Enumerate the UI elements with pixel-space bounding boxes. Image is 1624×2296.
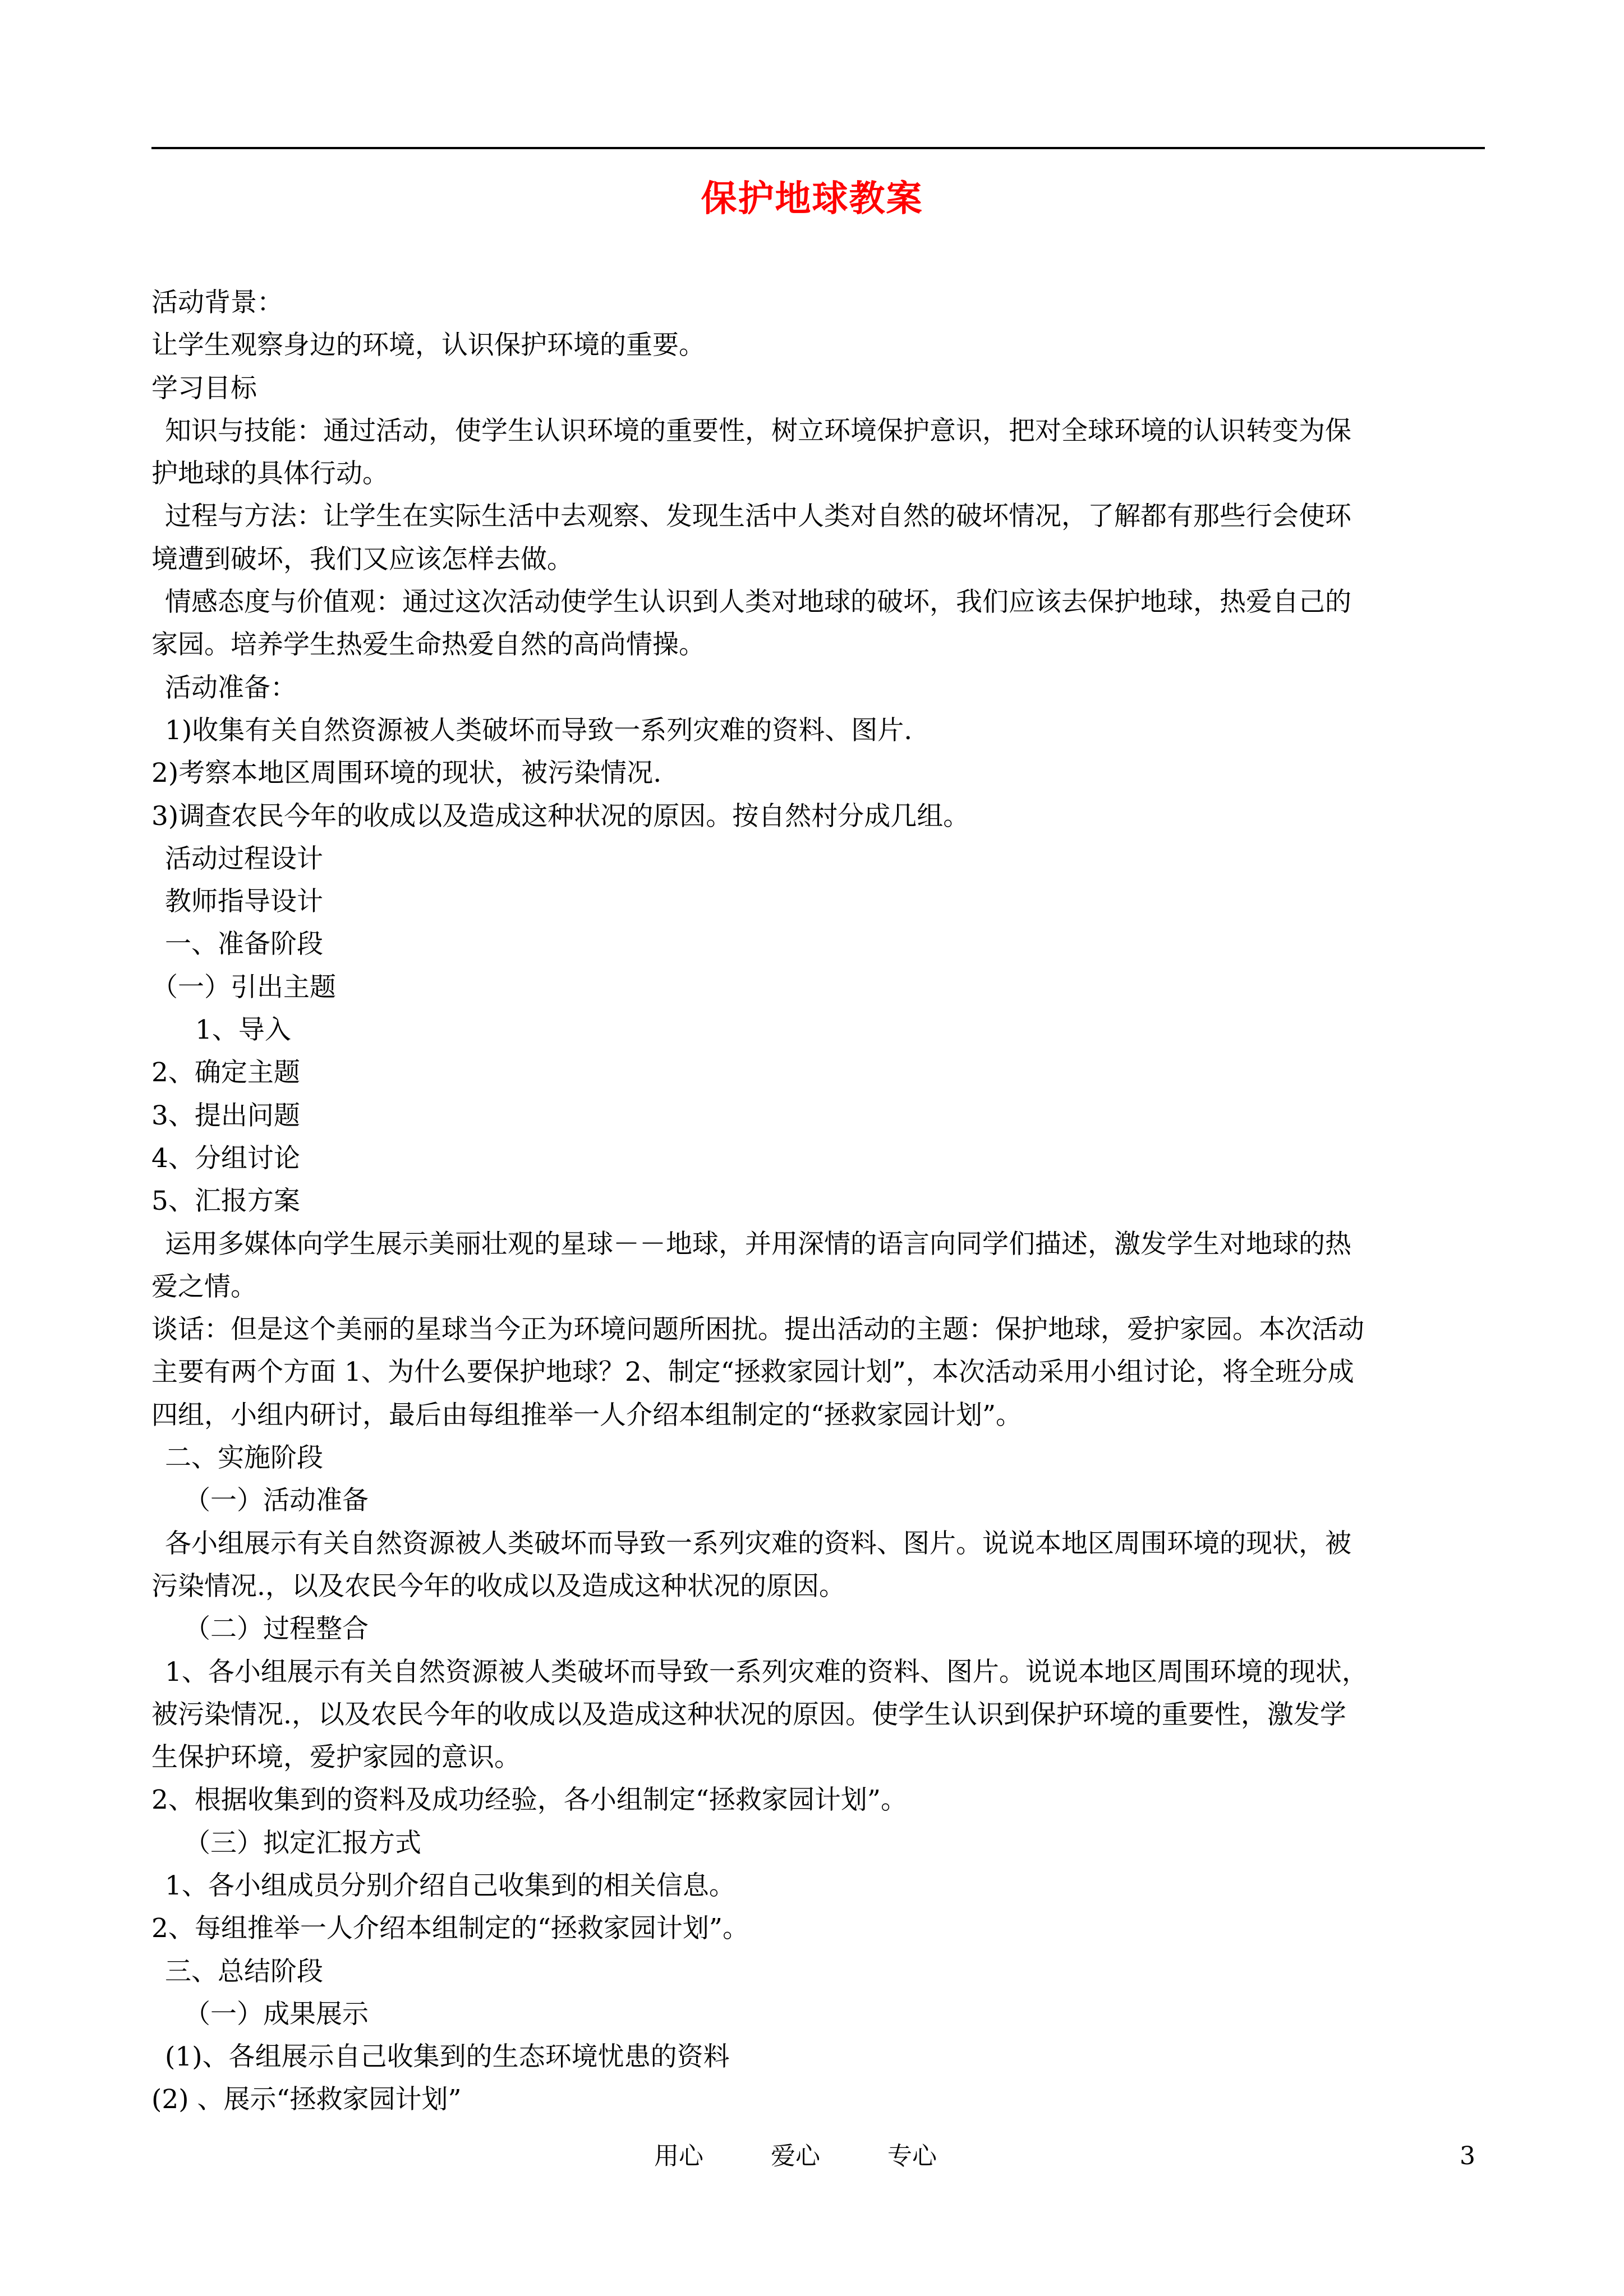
paragraph-line: 境遭到破坏，我们又应该怎样去做。	[151, 543, 573, 575]
paragraph-line: 生保护环境，爱护家园的意识。	[151, 1742, 521, 1773]
paragraph-line: 1、各小组展示有关自然资源被人类破坏而导致一系列灾难的资料、图片。说说本地区周围环境的现状，	[165, 1656, 1368, 1688]
paragraph-line: 各小组展示有关自然资源被人类破坏而导致一系列灾难的资料、图片。说说本地区周围环境的现状，被	[165, 1528, 1351, 1559]
subsection-heading: （一）活动准备	[184, 1485, 369, 1516]
list-item: 2、确定主题	[151, 1057, 300, 1089]
paragraph-line: 过程与方法：让学生在实际生活中去观察、发现生活中人类对自然的破坏情况，了解都有那些行会使环	[165, 501, 1351, 532]
list-item: 5、汇报方案	[151, 1186, 300, 1217]
paragraph-line: 家园。培养学生热爱生命热爱自然的高尚情操。	[151, 629, 705, 661]
footer-slogan-word: 专心	[887, 2142, 937, 2170]
list-item: 3、提出问题	[151, 1100, 300, 1131]
subsection-heading: （三）拟定汇报方式	[184, 1827, 421, 1859]
list-item: (1)、各组展示自己收集到的生态环境忧患的资料	[165, 2041, 730, 2073]
footer-slogan-word: 用心	[654, 2142, 703, 2170]
paragraph-line: 谈话：但是这个美丽的星球当今正为环境问题所困扰。提出活动的主题：保护地球，爱护家园。本次活动	[151, 1314, 1364, 1345]
paragraph-line: 运用多媒体向学生展示美丽壮观的星球－－地球，并用深情的语言向同学们描述，激发学生对地球的热	[165, 1228, 1351, 1260]
section-heading: 一、准备阶段	[165, 929, 323, 960]
paragraph-line: 污染情况.，以及农民今年的收成以及造成这种状况的原因。	[151, 1570, 845, 1602]
list-item: 1)收集有关自然资源被人类破坏而导致一系列灾难的资料、图片.	[165, 714, 913, 746]
footer-slogan	[654, 2140, 1004, 2173]
text-line: 让学生观察身边的环境，认识保护环境的重要。	[151, 330, 705, 361]
paragraph-line: 爱之情。	[151, 1271, 257, 1302]
paragraph-line: 被污染情况.，以及农民今年的收成以及造成这种状况的原因。使学生认识到保护环境的重要性，激发学	[151, 1699, 1346, 1730]
paragraph-line: 四组，小组内研讨，最后由每组推举一人介绍本组制定的“拯救家园计划”。	[151, 1399, 1023, 1431]
list-item: 4、分组讨论	[151, 1142, 300, 1174]
section-heading: 三、总结阶段	[165, 1956, 323, 1987]
paragraph-line: 主要有两个方面 1、为什么要保护地球？2、制定“拯救家园计划”，本次活动采用小组讨论，将全班分成	[151, 1357, 1354, 1388]
subsection-heading: （二）过程整合	[184, 1613, 369, 1645]
page-title: 保护地球教案	[701, 178, 923, 220]
text-line: 活动背景：	[151, 287, 283, 318]
paragraph-line: 情感态度与价值观：通过这次活动使学生认识到人类对地球的破坏，我们应该去保护地球，热爱自己的	[165, 587, 1351, 618]
paragraph-line: 护地球的具体行动。	[151, 458, 389, 490]
subsection-heading: （一）引出主题	[151, 971, 336, 1003]
page-number: 3	[1460, 2142, 1475, 2170]
section-heading: 教师指导设计	[165, 886, 323, 918]
subsection-heading: （一）成果展示	[184, 1998, 369, 2030]
paragraph-line: 2、根据收集到的资料及成功经验，各小组制定“拯救家园计划”。	[151, 1785, 907, 1816]
header-rule	[151, 147, 1485, 149]
list-item: 1、导入	[195, 1015, 291, 1046]
section-heading: 活动过程设计	[165, 843, 323, 874]
list-item: 2)考察本地区周围环境的现状，被污染情况.	[151, 758, 662, 789]
document-body	[151, 282, 1485, 2122]
section-heading: 二、实施阶段	[165, 1442, 323, 1474]
section-heading: 活动准备：	[165, 672, 297, 703]
footer-slogan-word: 爱心	[771, 2142, 820, 2170]
paragraph-line: 知识与技能：通过活动，使学生认识环境的重要性，树立环境保护意识，把对全球环境的认识转变为保	[165, 415, 1351, 446]
list-item: (2) 、展示“拯救家园计划”	[151, 2084, 462, 2115]
list-item: 1、各小组成员分别介绍自己收集到的相关信息。	[165, 1870, 735, 1901]
section-heading: 学习目标	[151, 372, 257, 404]
list-item: 3)调查农民今年的收成以及造成这种状况的原因。按自然村分成几组。	[151, 800, 970, 832]
list-item: 2、每组推举一人介绍本组制定的“拯救家园计划”。	[151, 1913, 749, 1944]
